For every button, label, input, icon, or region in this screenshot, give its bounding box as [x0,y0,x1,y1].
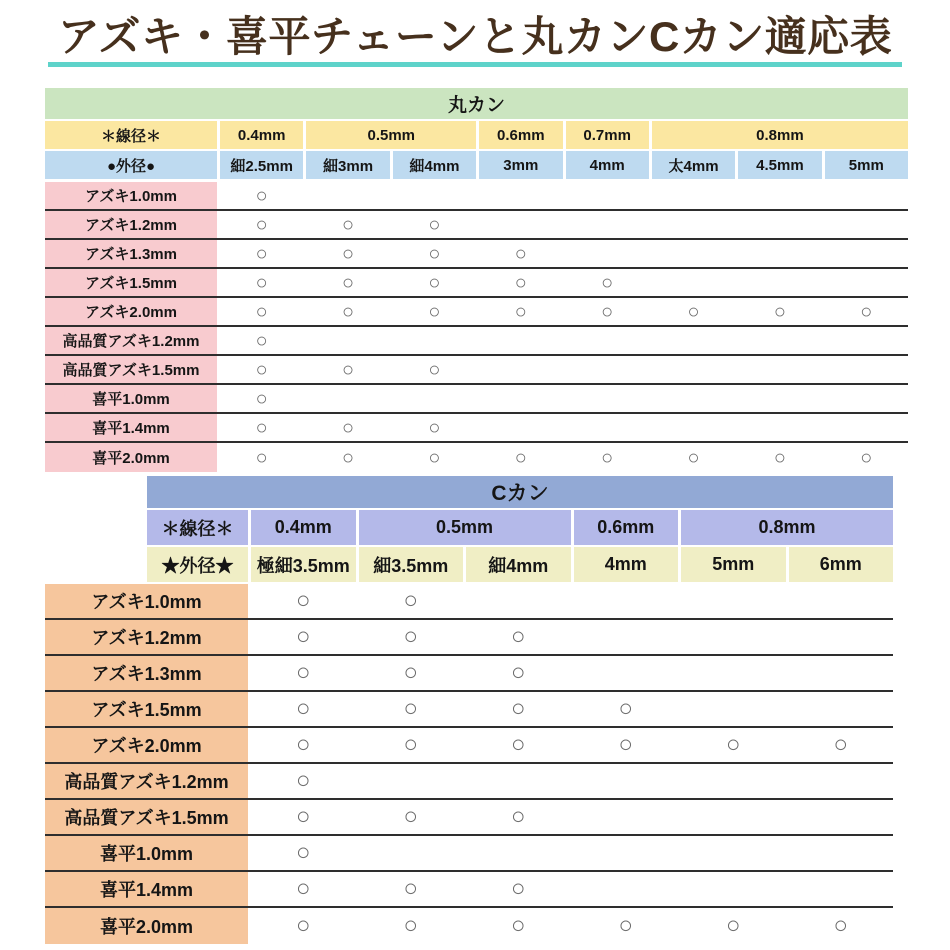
compat-mark-cell: ○ [511,875,526,903]
chain-row [45,620,893,656]
compat-mark-cell [574,584,679,618]
marukan-outer-diameter-row [45,151,908,179]
chain-label: 喜平1.4mm [45,414,217,441]
compat-mark-cell: ○ [403,803,418,831]
compat-marks [251,656,893,690]
chain-row [45,836,893,872]
chain-label: アズキ1.5mm [45,692,248,726]
compat-mark-cell [393,385,476,412]
compat-mark-cell [393,327,476,354]
outer-diameter-cell: 極細3.5mm [251,547,356,582]
chain-label: アズキ1.0mm [45,182,217,209]
compat-mark-cell [652,269,735,296]
compat-mark-cell [574,800,679,834]
compat-mark-cell [652,327,735,354]
compat-mark-cell [574,764,679,798]
chain-row [45,692,893,728]
compat-mark-cell: ○ [726,912,741,940]
chain-label: 高品質アズキ1.2mm [45,764,248,798]
chain-label: 高品質アズキ1.2mm [45,327,217,354]
wire-diameter-group: 0.4mm [220,121,303,149]
compat-marks [220,327,908,354]
compat-mark-cell [479,414,562,441]
compat-mark-cell [789,692,894,726]
wire-diameter-group: 0.8mm [681,510,893,545]
compat-mark-cell [306,182,389,209]
compat-mark-cell: ○ [296,695,311,723]
chain-row [45,182,908,211]
compat-mark-cell: ○ [255,184,268,207]
compat-mark-cell [652,182,735,209]
compat-marks [251,908,893,944]
compat-mark-cell [479,182,562,209]
compat-mark-cell: ○ [342,358,355,381]
compat-mark-cell: ○ [296,767,311,795]
compat-mark-cell [359,764,464,798]
compat-mark-cell [574,620,679,654]
compat-mark-cell [738,327,821,354]
compat-mark-cell [825,385,908,412]
chain-row [45,385,908,414]
wire-diameter-header: ＊線径＊ [45,121,217,149]
compat-mark-cell: ○ [514,300,527,323]
compat-mark-cell: ○ [342,213,355,236]
chain-label: アズキ1.5mm [45,269,217,296]
chain-row [45,728,893,764]
compat-marks [220,298,908,325]
compat-mark-cell: ○ [296,803,311,831]
chain-label: アズキ2.0mm [45,728,248,762]
compat-mark-cell [652,385,735,412]
compat-mark-cell [738,211,821,238]
chain-label: 喜平2.0mm [45,908,248,944]
compat-mark-cell [479,211,562,238]
compat-marks [251,872,893,906]
compat-mark-cell: ○ [255,446,268,469]
compat-mark-cell: ○ [601,446,614,469]
chain-row [45,584,893,620]
compat-mark-cell: ○ [773,300,786,323]
compat-mark-cell [681,800,786,834]
compat-mark-cell: ○ [403,659,418,687]
compat-mark-cell: ○ [255,271,268,294]
compat-mark-cell: ○ [514,446,527,469]
marukan-table [45,88,908,472]
compat-mark-cell: ○ [601,271,614,294]
compat-mark-cell [789,800,894,834]
compat-mark-cell: ○ [342,300,355,323]
compat-mark-cell: ○ [618,912,633,940]
outer-diameter-cell: 3mm [479,151,562,179]
compat-mark-cell [566,385,649,412]
compat-mark-cell [738,414,821,441]
compat-marks [220,385,908,412]
compat-mark-cell: ○ [342,446,355,469]
compat-mark-cell [825,211,908,238]
chain-row [45,872,893,908]
outer-diameter-cell: 4mm [574,547,679,582]
compat-mark-cell: ○ [296,731,311,759]
chain-label: アズキ1.2mm [45,211,217,238]
compat-mark-cell: ○ [403,623,418,651]
compat-mark-cell [825,356,908,383]
chain-row [45,327,908,356]
compat-mark-cell: ○ [428,271,441,294]
chain-label: アズキ1.3mm [45,240,217,267]
compat-mark-cell [789,584,894,618]
compat-mark-cell [359,836,464,870]
compat-mark-cell: ○ [255,358,268,381]
wire-diameter-group: 0.5mm [306,121,476,149]
wire-diameter-group: 0.5mm [359,510,571,545]
compat-marks [251,764,893,798]
page-title: アズキ・喜平チェーンと丸カンCカン適応表 [48,13,903,67]
compat-mark-cell: ○ [296,839,311,867]
outer-diameter-cell: 細3.5mm [359,547,464,582]
compat-mark-cell: ○ [255,300,268,323]
compat-mark-cell: ○ [618,695,633,723]
compat-marks [220,443,908,472]
compat-mark-cell [566,182,649,209]
compat-mark-cell: ○ [255,387,268,410]
chain-label: 喜平2.0mm [45,443,217,472]
chain-row [45,414,908,443]
chain-label: アズキ1.0mm [45,584,248,618]
compat-mark-cell: ○ [514,271,527,294]
compat-mark-cell: ○ [860,446,873,469]
outer-diameter-cell: 5mm [681,547,786,582]
compat-mark-cell [681,584,786,618]
compat-mark-cell [466,764,571,798]
compat-mark-cell: ○ [428,416,441,439]
compat-mark-cell [479,356,562,383]
compat-mark-cell [479,385,562,412]
outer-diameter-cell: 4.5mm [738,151,821,179]
chain-row [45,764,893,800]
compat-mark-cell [566,356,649,383]
wire-diameter-header: ＊線径＊ [147,510,248,545]
compat-mark-cell: ○ [428,242,441,265]
compat-mark-cell [825,327,908,354]
compat-mark-cell: ○ [255,242,268,265]
compat-mark-cell: ○ [403,731,418,759]
chain-row [45,211,908,240]
outer-diameter-cell: 太4mm [652,151,735,179]
chain-label: 喜平1.0mm [45,836,248,870]
compat-mark-cell: ○ [403,587,418,615]
outer-diameter-cell: 細2.5mm [220,151,303,179]
compat-mark-cell: ○ [428,358,441,381]
compat-mark-cell: ○ [511,731,526,759]
compat-mark-cell: ○ [342,242,355,265]
marukan-wire-diameter-row [45,121,908,149]
compat-mark-cell [825,182,908,209]
compat-mark-cell: ○ [296,875,311,903]
compat-mark-cell [574,656,679,690]
compat-marks [251,800,893,834]
chain-label: 高品質アズキ1.5mm [45,356,217,383]
compat-mark-cell: ○ [255,213,268,236]
compat-mark-cell: ○ [428,446,441,469]
compat-mark-cell [566,240,649,267]
compat-mark-cell [681,872,786,906]
wire-diameter-group: 0.6mm [479,121,562,149]
chain-label: アズキ2.0mm [45,298,217,325]
compat-mark-cell: ○ [773,446,786,469]
ckan-table [0,476,950,944]
compat-marks [251,836,893,870]
compat-mark-cell: ○ [833,731,848,759]
compat-marks [220,269,908,296]
outer-diameter-cell: 6mm [789,547,894,582]
wire-diameter-group: 0.7mm [566,121,649,149]
outer-diameter-cell: 細3mm [306,151,389,179]
compat-mark-cell [681,836,786,870]
compat-marks [220,414,908,441]
compat-mark-cell: ○ [511,623,526,651]
chain-label: 高品質アズキ1.5mm [45,800,248,834]
chain-row [45,800,893,836]
title-block [0,0,950,67]
outer-diameter-cell: 細4mm [393,151,476,179]
compat-mark-cell: ○ [860,300,873,323]
compat-mark-cell: ○ [687,300,700,323]
compat-mark-cell: ○ [255,416,268,439]
ckan-table-body [45,584,893,944]
ckan-wire-diameter-row [147,510,893,545]
compat-mark-cell: ○ [255,329,268,352]
compat-mark-cell: ○ [428,300,441,323]
ckan-outer-diameter-row [147,547,893,582]
compat-mark-cell [574,836,679,870]
compat-mark-cell: ○ [342,271,355,294]
compat-mark-cell [738,269,821,296]
outer-diameter-header: ★外径★ [147,547,248,582]
ckan-table-header [147,476,893,582]
compat-mark-cell: ○ [601,300,614,323]
compat-mark-cell: ○ [296,623,311,651]
compat-mark-cell [652,211,735,238]
compat-mark-cell: ○ [296,659,311,687]
chain-label: 喜平1.0mm [45,385,217,412]
compat-marks [220,211,908,238]
marukan-table-body [45,182,908,472]
compat-mark-cell: ○ [403,875,418,903]
compat-mark-cell: ○ [342,416,355,439]
compat-mark-cell [652,356,735,383]
compat-mark-cell [789,872,894,906]
compat-mark-cell [738,240,821,267]
compat-mark-cell [681,692,786,726]
compat-mark-cell [306,327,389,354]
compat-mark-cell: ○ [833,912,848,940]
compat-marks [251,692,893,726]
ckan-table-title: Cカン [147,476,893,508]
chain-row [45,443,908,472]
compat-mark-cell [566,414,649,441]
wire-diameter-group: 0.8mm [652,121,908,149]
compat-marks [220,356,908,383]
compat-mark-cell: ○ [618,731,633,759]
compat-mark-cell: ○ [403,695,418,723]
compat-mark-cell [825,414,908,441]
compat-marks [251,620,893,654]
compat-mark-cell [738,385,821,412]
compat-mark-cell [789,764,894,798]
compat-mark-cell [306,385,389,412]
compat-mark-cell [479,327,562,354]
chain-label: アズキ1.3mm [45,656,248,690]
chain-label: アズキ1.2mm [45,620,248,654]
compat-mark-cell [825,240,908,267]
wire-diameter-group: 0.4mm [251,510,356,545]
chain-row [45,269,908,298]
compat-mark-cell [789,656,894,690]
chain-label: 喜平1.4mm [45,872,248,906]
outer-diameter-cell: 5mm [825,151,908,179]
compat-mark-cell: ○ [511,659,526,687]
chain-row [45,298,908,327]
chain-row [45,240,908,269]
chain-row [45,908,893,944]
compat-mark-cell [789,620,894,654]
compat-mark-cell: ○ [687,446,700,469]
compat-mark-cell [789,836,894,870]
compat-marks [251,728,893,762]
compat-mark-cell: ○ [428,213,441,236]
compat-mark-cell [738,182,821,209]
compat-mark-cell [681,620,786,654]
compat-mark-cell [466,836,571,870]
compat-marks [251,584,893,618]
marukan-table-title: 丸カン [45,88,908,119]
outer-diameter-cell: 4mm [566,151,649,179]
outer-diameter-cell: 細4mm [466,547,571,582]
compat-mark-cell: ○ [511,695,526,723]
outer-diameter-header: ●外径● [45,151,217,179]
compat-mark-cell [825,269,908,296]
compat-mark-cell [738,356,821,383]
chain-row [45,356,908,385]
wire-diameter-group: 0.6mm [574,510,679,545]
compat-mark-cell: ○ [296,912,311,940]
compat-mark-cell: ○ [726,731,741,759]
compat-mark-cell [466,584,571,618]
chain-row [45,656,893,692]
compat-mark-cell [574,872,679,906]
compat-marks [220,240,908,267]
compat-mark-cell: ○ [296,587,311,615]
compat-mark-cell [566,211,649,238]
compat-mark-cell [681,764,786,798]
compat-mark-cell [681,656,786,690]
compat-mark-cell: ○ [511,912,526,940]
compat-mark-cell: ○ [514,242,527,265]
compat-mark-cell: ○ [403,912,418,940]
compat-mark-cell: ○ [511,803,526,831]
compat-mark-cell [652,414,735,441]
compat-mark-cell [393,182,476,209]
compat-mark-cell [566,327,649,354]
compat-marks [220,182,908,209]
compat-mark-cell [652,240,735,267]
